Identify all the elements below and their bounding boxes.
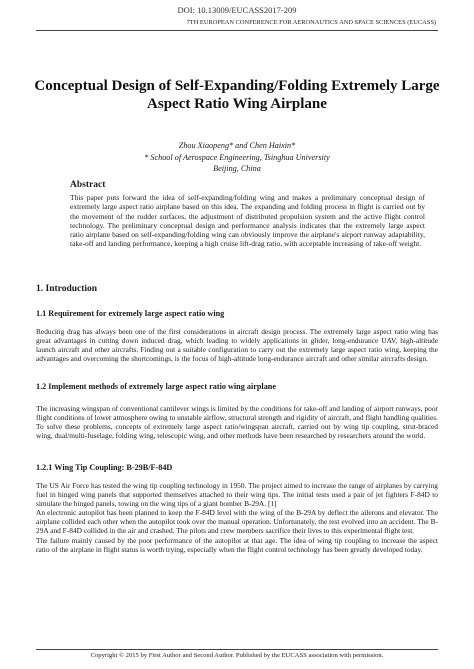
paragraph-1-2-1 bbox=[36, 481, 438, 554]
author-location: Beijing, China bbox=[213, 164, 261, 173]
subsection-heading-1-1: 1.1 Requirement for extremely large aspect ratio wing bbox=[36, 309, 225, 318]
copyright-footer: Copyright © 2015 by First Author and Second Author. Published by the EUCASS association with permission. bbox=[90, 652, 384, 659]
author-names: Zhou Xiaopeng* and Chen Haixin* bbox=[178, 141, 296, 150]
doi-line: DOI: 10.13009/EUCASS2017-209 bbox=[177, 5, 297, 15]
paper-title: Conceptual Design of Self-Expanding/Folding Extremely Large Aspect Ratio Wing Airplane bbox=[34, 78, 440, 112]
subsection-heading-1-2-1: 1.2.1 Wing Tip Coupling: B-29B/F-84D bbox=[36, 463, 173, 472]
footer-divider bbox=[36, 649, 438, 650]
header-divider bbox=[36, 30, 438, 31]
paragraph-1-2-1-part-1: The US Air Force has tested the wing tip coupling technology in 1950. The project aimed to increase the range of airplanes by carrying fuel in hinged wing panels that supported themselves attached to their wing tips. The initial tests used a pair of jet fighters F-84D to simulate the hinged panels, towing on the wing tips of a giant bomber B-29A. [1] bbox=[36, 481, 438, 509]
author-affiliation: * School of Aerospace Engineering, Tsinghua University bbox=[144, 152, 330, 162]
paragraph-1-1: Reducing drag has always been one of the first considerations in aircraft design process. The extremely large aspect ratio wing has great advantages in cutting down induced drag, which leading to widely applications in glider, long-endurance UAV, high-altitude launch aircraft and other aircrafts. Finding out a suitable configuration to carry out the extremely large aspect ratio wing, keeping the advantages and overcoming the shortcomings, is the focus of high-altitude long-endurance aircraft and other similar aircrafts design. bbox=[36, 327, 438, 364]
abstract-text: This paper puts forward the idea of self-expanding/folding wing and makes a preliminary conceptual design of extremely large aspect ratio airplane based on this idea. The expanding and folding process in flight is carried out by the movement of the rudder surfaces, the adjustment of distributed propulsion system and the active flight control technology. The preliminary conceptual design and performance analysis indicates that the extremely large aspect ratio airplane based on self-expanding/folding wing can obviously improve the airplane's airport runway adaptability, take-off and landing performance, keeping a high cruise lift-drag ratio, with acceptable increasing of take-off weight. bbox=[70, 193, 425, 249]
paragraph-1-2-1-part-3: The failure mainly caused by the poor performance of the autopilot at that age. The idea of wing tip coupling to increase the aspect ratio of the airplane in flight status is worth trying, especially when the flight control technology has been greatly developed today. bbox=[36, 535, 438, 554]
subsection-heading-1-2: 1.2 Implement methods of extremely large aspect ratio wing airplane bbox=[36, 382, 276, 391]
abstract-heading: Abstract bbox=[70, 180, 106, 190]
section-heading-introduction: 1. Introduction bbox=[36, 284, 98, 294]
paragraph-1-2: The increasing wingspan of conventional cantilever wings is limited by the conditions for take-off and landing of airport runways, poor flight conditions of lower atmosphere owing to unstable airflow, structural strength and rigidity of aircraft, and flight handling qualities. To solve these problems, concepts of extremely large aspect ratio/wingspan aircraft, carried out by wing tip coupling, strut-braced wing, dual/multi-fuselage, folding wing, telescopic wing, and other methods have been researched by researchers around the world. bbox=[36, 404, 438, 441]
paragraph-1-2-1-part-2: An electronic autopilot has been planned to keep the F-84D level with the wing of the B-29A by deflect the ailerons and elevator. The airplane collided each other when the autopilot took over the manual operation. Unfortunately, the test evolved into an accident. The B-29A and F-84D collided in the air and crashed. The pilots and crew members sacrifice their lives to this experimental flight test. bbox=[36, 508, 438, 536]
author-block bbox=[0, 140, 474, 175]
conference-header: 7TH EUROPEAN CONFERENCE FOR AERONAUTICS AND SPACE SCIENCES (EUCASS) bbox=[186, 19, 436, 26]
